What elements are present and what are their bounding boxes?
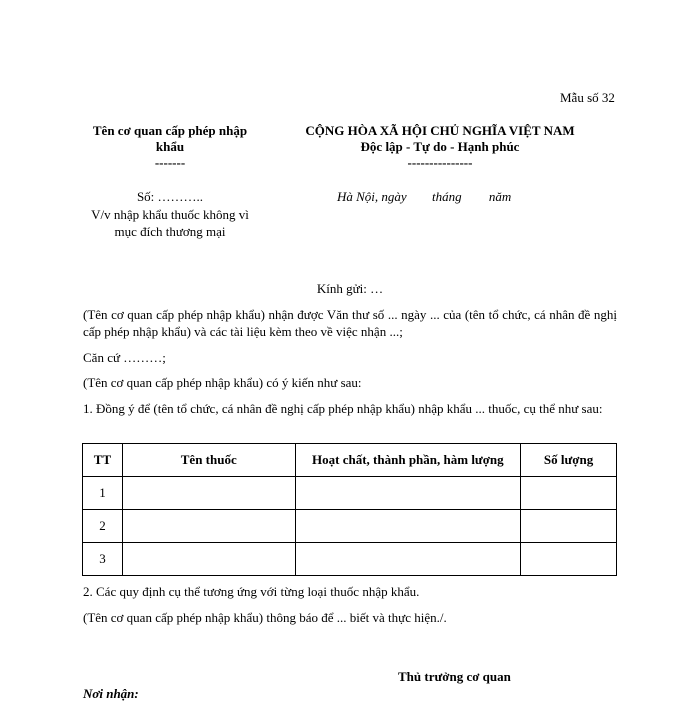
cell-tt: 2 [83,510,123,543]
paragraph-opinion: (Tên cơ quan cấp phép nhập khẩu) có ý kiến như sau: [83,375,362,390]
cell-drug-name [122,477,295,510]
header-quantity: Số lượng [521,444,617,477]
cell-tt: 1 [83,477,123,510]
date-month: tháng [431,189,462,204]
paragraph-regulations: 2. Các quy định cụ thể tương ứng với từng loại thuốc nhập khẩu. [83,584,420,599]
country-name: CỘNG HÒA XÃ HỘI CHỦ NGHĨA VIỆT NAM [305,123,575,138]
signer-title: Thủ trưởng cơ quan [398,669,511,684]
subject-line2: mục đích thương mại [114,224,226,239]
header-tt: TT [83,444,123,477]
cell-drug-name [122,543,295,576]
left-separator: ------- [154,155,186,170]
national-header [270,123,610,155]
cell-active-ingredient [295,477,521,510]
header-drug-name: Tên thuốc [122,444,295,477]
drug-table [82,443,617,576]
cell-tt: 3 [83,543,123,576]
recipients-label: Nơi nhận: [83,686,139,701]
paragraph-approval: 1. Đồng ý để (tên tổ chức, cá nhân đề nghị cấp phép nhập khẩu) nhập khẩu ... thuốc, cụ thể như sau: [83,401,603,416]
place-date [300,189,580,205]
table-header-row [83,444,617,477]
cell-quantity [521,477,617,510]
issuing-agency-header [80,123,260,155]
document-subject [80,206,260,240]
date-place: Hà Nội, ngày [337,189,407,204]
table-row [83,510,617,543]
form-number: Mẫu số 32 [560,90,615,105]
agency-name-line1: Tên cơ quan cấp phép nhập [92,123,248,138]
cell-active-ingredient [295,510,521,543]
greeting: Kính gửi: … [316,281,384,296]
subject-line1: V/v nhập khẩu thuốc không vì [91,207,249,222]
table-row [83,477,617,510]
table-row [83,543,617,576]
right-separator: --------------- [407,155,473,170]
header-active-ingredient: Hoạt chất, thành phần, hàm lượng [295,444,521,477]
paragraph-receipt: (Tên cơ quan cấp phép nhập khẩu) nhận được Văn thư số ... ngày ... của (tên tổ chức, cá nhân đề nghị cấp phép nhập khẩu) và các tài liệu kèm theo về việc nhận ...; [83,307,617,339]
national-motto: Độc lập - Tự do - Hạnh phúc [360,139,520,154]
paragraph-notice: (Tên cơ quan cấp phép nhập khẩu) thông báo để ... biết và thực hiện./. [83,610,447,625]
cell-active-ingredient [295,543,521,576]
document-number: Số: ……….. [136,189,204,204]
cell-drug-name [122,510,295,543]
cell-quantity [521,510,617,543]
agency-name-line2: khẩu [155,139,185,154]
date-year: năm [488,189,512,204]
paragraph-basis: Căn cứ ………; [83,350,166,365]
cell-quantity [521,543,617,576]
